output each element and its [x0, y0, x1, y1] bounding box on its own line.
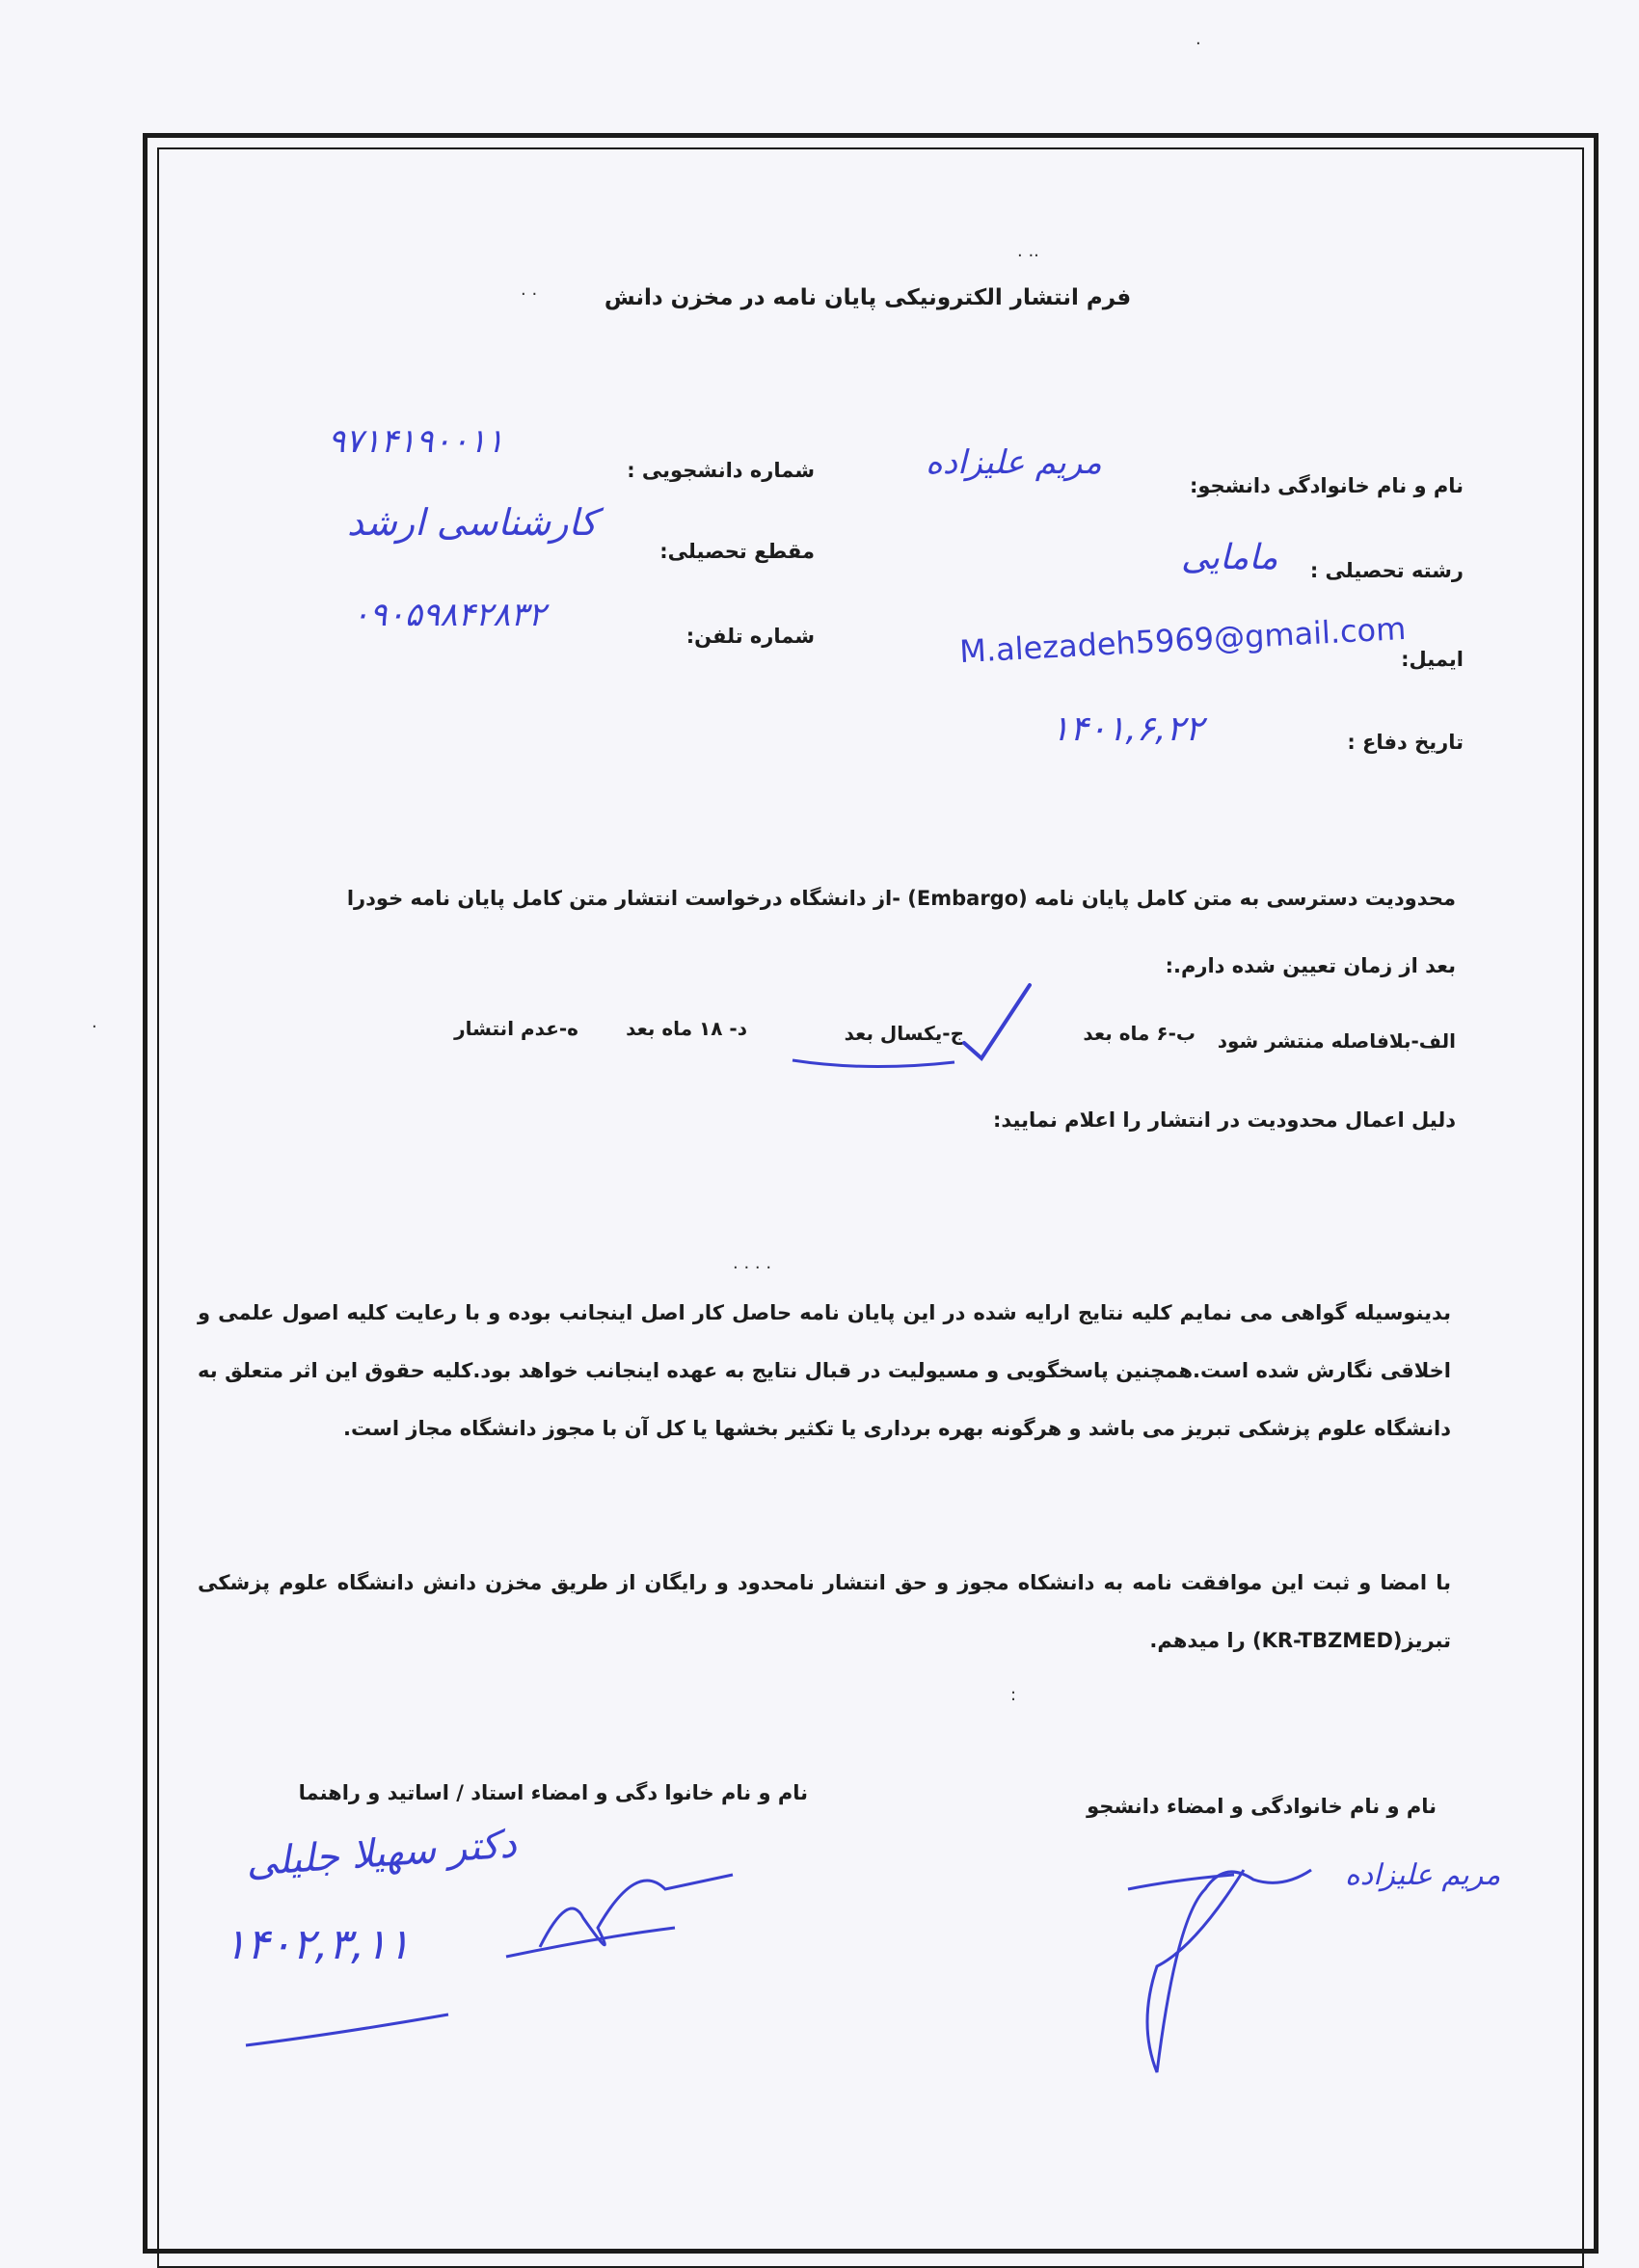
- student-signature-label: نام و نام خانوادگی و امضاء دانشجو: [1087, 1795, 1437, 1818]
- embargo-option-e[interactable]: ه-عدم انتشار: [454, 1017, 578, 1040]
- student-number-value: ۹۷۱۴۱۹۰۰۱۱: [328, 422, 504, 461]
- email-label: ایمیل:: [1401, 648, 1464, 671]
- field-label: رشته تحصیلی :: [1309, 559, 1464, 582]
- embargo-text-line2: بعد از زمان تعیین شده دارم.:: [1165, 954, 1456, 977]
- phone-value: ۰۹۰۵۹۸۴۲۸۳۲: [352, 596, 546, 634]
- embargo-text-line1: محدودیت دسترسی به متن کامل پایان نامه (Embargo) -از دانشگاه درخواست انتشار متن کامل پایان نامه خودرا: [346, 887, 1456, 910]
- supervisor-underline: [246, 2015, 448, 2045]
- student-number-label: شماره دانشجویی :: [627, 459, 815, 482]
- supervisor-date-handwritten: ۱۴۰۲,۳,۱۱: [224, 1920, 411, 1969]
- degree-label: مقطع تحصیلی:: [659, 540, 815, 563]
- name-label: نام و نام خانوادگی دانشجو:: [1189, 474, 1464, 497]
- scan-speckle: . .: [521, 280, 538, 300]
- declaration-paragraph-2: با امضا و ثبت این موافقت نامه به دانشکاه مجوز و حق انتشار نامحدود و رایگان از طریق مخزن دانش دانشگاه علوم پزشکی تبریز(KR-TBZMED) را میدهم.: [198, 1571, 1451, 1652]
- supervisor-signature-label: نام و نام خانوا دگی و امضاء استاد / اساتید و راهنما: [298, 1781, 808, 1804]
- degree-value: کارشناسی ارشد: [347, 501, 598, 544]
- name-value: مریم علیزاده: [926, 443, 1102, 482]
- field-value: مامایی: [1181, 538, 1278, 577]
- embargo-reason-label: دلیل اعمال محدودیت در انتشار را اعلام نمایید:: [993, 1108, 1456, 1132]
- declaration-paragraph-1: بدینوسیله گواهی می نمایم کلیه نتایج ارایه شده در این پایان نامه حاصل کار اصل اینجانب بوده و با رعایت کلیه اصول علمی و اخلاقی نگارش شده است.همچنین پاسخگویی و مسیولیت در قبال نتایج به عهده اینجانب خواهد بود.کلیه حقوق این اثر متعلق به دانشگاه علوم پزشکی تبریز می باشد و هرگونه بهره برداری یا تکثیر بخشها یا کل آن با مجوز دانشگاه مجاز است.: [198, 1301, 1451, 1440]
- embargo-checkmark-icon: [964, 985, 1030, 1058]
- scan-speckle: . ..: [1017, 241, 1039, 261]
- defense-date-value: ۱۴۰۱,۶,۲۲: [1051, 709, 1204, 749]
- defense-date-label: تاریخ دفاع :: [1347, 731, 1464, 754]
- email-value: M.alezadeh5969@gmail.com: [958, 609, 1408, 671]
- embargo-option-c[interactable]: ج-یکسال بعد: [844, 1022, 964, 1045]
- form-title: فرم انتشار الکترونیکی پایان نامه در مخزن دانش: [604, 285, 1132, 310]
- scan-speckle: .: [1196, 29, 1201, 49]
- embargo-option-a[interactable]: الف-بلافاصله منتشر شود: [1217, 1029, 1456, 1053]
- embargo-underline: [793, 1060, 954, 1067]
- supervisor-name-handwritten: دکتر سهیلا جلیلی: [244, 1822, 519, 1885]
- embargo-option-d[interactable]: د- ۱۸ ماه بعد: [626, 1017, 747, 1040]
- student-name-handwritten: مریم علیزاده: [1345, 1858, 1501, 1892]
- embargo-option-b[interactable]: ب-۶ ماه بعد: [1083, 1022, 1196, 1045]
- scan-speckle: .: [92, 1012, 97, 1032]
- phone-label: شماره تلفن:: [685, 625, 815, 648]
- student-signature-icon: [1147, 1870, 1311, 2072]
- scan-speckle: :: [1010, 1685, 1017, 1705]
- supervisor-signature-icon: [540, 1875, 733, 1947]
- scan-speckle: . . . .: [733, 1253, 772, 1273]
